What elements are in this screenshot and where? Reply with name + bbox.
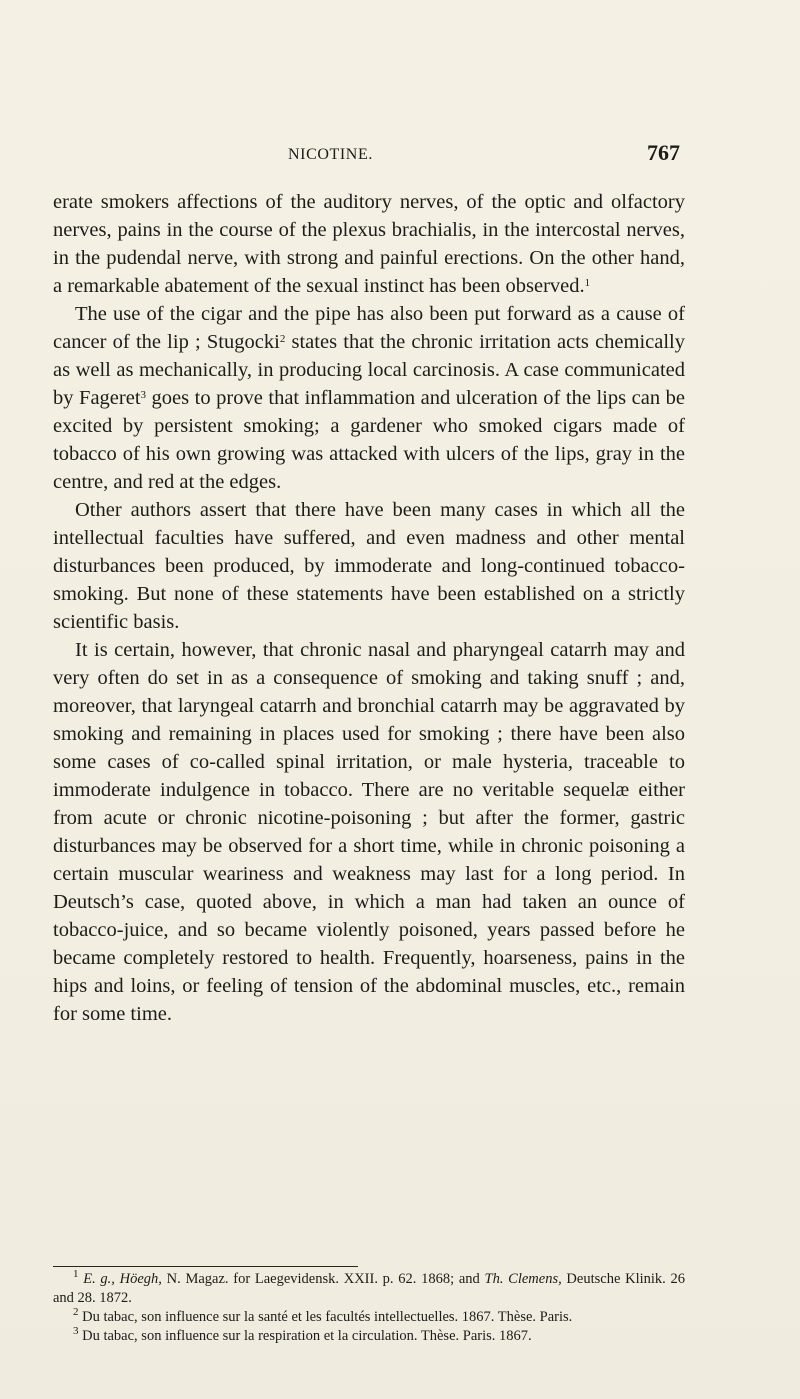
footnote <box>53 1308 685 1327</box>
footnote-marker: 2 <box>73 1306 79 1318</box>
footnote <box>53 1270 685 1308</box>
footnote-marker: 3 <box>73 1325 79 1337</box>
text-run: goes to prove that inflammation and ulceration of the lips can be excited by persistent smoking; a gardener who smoked cigars made of tobacco of his own growing was attacked with ulcers of the lips, gray in the centre, and red at the edges. <box>53 387 685 493</box>
italic-text: E. g., Höegh, <box>83 1271 162 1287</box>
text-run: It is certain, however, that chronic nasal and pharyngeal catarrh may and very often do set in as a consequence of smoking and taking snuff ; and, moreover, that laryngeal catarrh and bronchial catarrh may be aggravated by smoking and remaining in places used for smoking ; there have been also some cases of co-called spinal irritation, or male hysteria, traceable to immoderate indulgence in tobacco. There are no veritable sequelæ either from acute or chronic nicotine-poisoning ; but after the former, gastric disturbances may be observed for a short time, while in chronic poisoning a certain muscular weariness and weakness may last for a long period. In Deutsch’s case, quoted above, in which a man had taken an ounce of tobacco-juice, and so became violently poisoned, years passed before he became completely restored to health. Frequently, hoarseness, pains in the hips and loins, or feeling of tension of the abdominal muscles, etc., remain for some time. <box>53 639 685 1025</box>
footnote <box>53 1327 685 1346</box>
footnote-marker: 2 <box>279 333 286 345</box>
text-run: Other authors assert that there have been many cases in which all the intellectual faculties have suffered, and even madness and other mental disturbances been produced, by immoderate and long-continued tobacco-smoking. But none of these statements have been established on a strictly scientific basis. <box>53 499 685 633</box>
footnote-divider <box>53 1266 358 1267</box>
footnotes <box>53 1270 685 1346</box>
text-run: Du tabac, son influence sur la respiration et la circulation. Thèse. Paris. 1867. <box>78 1328 532 1344</box>
footnote-marker: 3 <box>140 389 147 401</box>
paragraph <box>53 496 685 636</box>
running-title: NICOTINE. <box>288 146 373 163</box>
footnote-marker: 1 <box>73 1268 79 1280</box>
text-run: N. Magaz. for Laegevidensk. XXII. p. 62. 1868; and <box>161 1271 485 1287</box>
italic-text: Th. Clemens, <box>484 1271 562 1287</box>
page-header <box>288 140 680 174</box>
page-number: 767 <box>647 140 680 165</box>
text-run: Deutsche Klinik. 26 and 28. 1872. <box>53 1271 685 1306</box>
text-run: states that the chronic irritation acts chemically as well as mechanically, in producing local carcinosis. A case communicated by Fageret <box>53 331 686 409</box>
paragraph <box>53 636 685 1028</box>
footnote-marker: 1 <box>584 277 591 289</box>
body-text <box>53 188 685 1028</box>
text-run: The use of the cigar and the pipe has also been put forward as a cause of cancer of the lip ; Stugocki <box>53 303 685 353</box>
text-run: Du tabac, son influence sur la santé et les facultés intellectuelles. 1867. Thèse. Paris. <box>78 1309 573 1325</box>
text-run: erate smokers affections of the auditory nerves, of the optic and olfactory nerves, pains in the course of the plexus brachialis, in the intercostal nerves, in the pudendal nerve, with strong and painful erections. On the other hand, a remarkable abatement of the sexual instinct has been observed. <box>53 191 685 297</box>
paragraph <box>53 300 685 496</box>
paragraph <box>53 188 685 300</box>
